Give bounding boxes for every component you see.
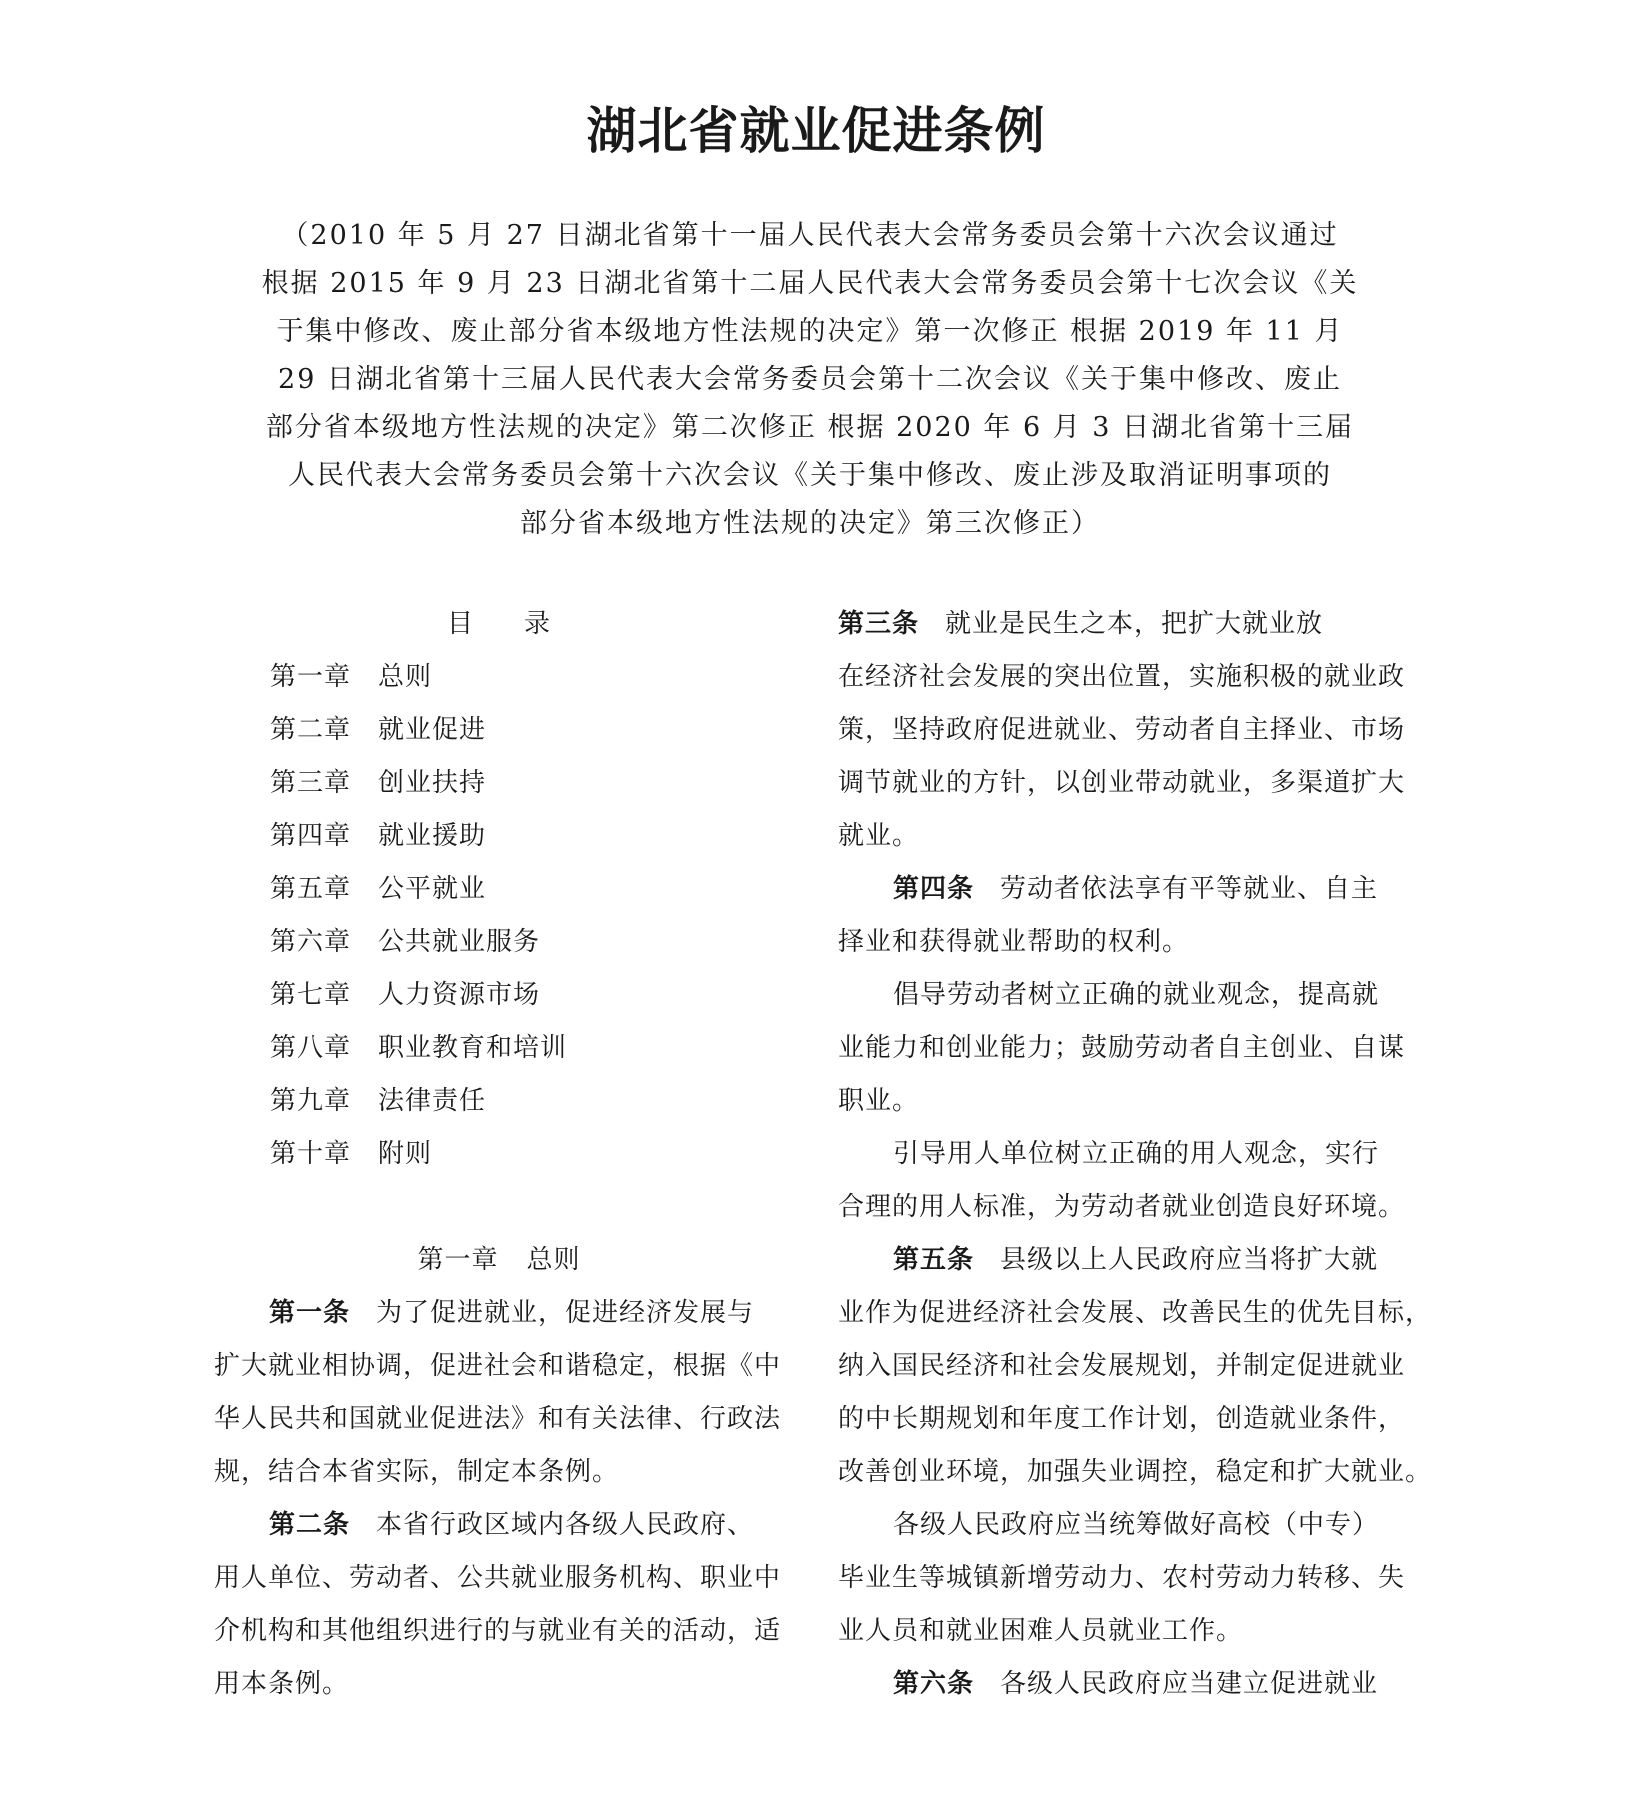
right-column: [838, 598, 1433, 1711]
article-line: 在经济社会发展的突出位置，实施积极的就业政: [838, 662, 1406, 692]
article-label: 第五条: [893, 1245, 975, 1275]
toc-chapter-number: 第四章: [270, 821, 352, 851]
article-line: 扩大就业相协调，促进社会和谐稳定，根据《中: [214, 1351, 782, 1381]
toc-item: [214, 757, 784, 810]
article-line: 用本条例。: [214, 1669, 350, 1699]
article-line: 倡导劳动者树立正确的就业观念，提高就: [893, 980, 1380, 1010]
article-line: 介机构和其他组织进行的与就业有关的活动，适: [214, 1616, 782, 1646]
article-line: 毕业生等城镇新增劳动力、农村劳动力转移、失: [838, 1563, 1406, 1593]
article-line: 改善创业环境，加强失业调控，稳定和扩大就业。: [838, 1457, 1433, 1487]
article-line: 用人单位、劳动者、公共就业服务机构、职业中: [214, 1563, 782, 1593]
article-line: 第二条 本省行政区域内各级人民政府、: [269, 1510, 755, 1540]
toc-chapter-name: 公共就业服务: [378, 927, 541, 957]
toc-chapter-number: 第九章: [270, 1086, 352, 1116]
article-line: 的中长期规划和年度工作计划，创造就业条件，: [838, 1404, 1406, 1434]
article-line: 第四条 劳动者依法享有平等就业、自主: [893, 874, 1379, 904]
toc-item: [214, 1075, 784, 1128]
toc-chapter-number: 第三章: [270, 768, 352, 798]
article-line: 职业。: [838, 1086, 920, 1116]
chapter-heading: 第一章 总则: [417, 1245, 581, 1275]
left-column: [214, 598, 784, 1711]
toc-chapter-name: 附则: [378, 1139, 433, 1169]
article-line: 第一条 为了促进就业，促进经济发展与: [269, 1298, 755, 1328]
enactment-note-line: （2010 年 5 月 27 日湖北省第十一届人民代表大会常务委员会第十六次会议通过: [281, 220, 1339, 251]
article-label: 第四条: [893, 874, 975, 904]
article-line: 纳入国民经济和社会发展规划，并制定促进就业: [838, 1351, 1406, 1381]
toc-chapter-name: 法律责任: [378, 1086, 487, 1116]
toc-item: [214, 651, 784, 704]
enactment-note-line: 于集中修改、废止部分省本级地方性法规的决定》第一次修正 根据 2019 年 11 月: [276, 316, 1344, 347]
toc-chapter-number: 第八章: [270, 1033, 352, 1063]
article-line: 业作为促进经济社会发展、改善民生的优先目标，: [838, 1298, 1433, 1328]
toc-chapter-name: 创业扶持: [378, 768, 487, 798]
enactment-note-line: 29 日湖北省第十三届人民代表大会常务委员会第十二次会议《关于集中修改、废止: [278, 364, 1342, 395]
document-title: 湖北省就业促进条例: [586, 102, 1046, 160]
article-line: 合理的用人标准，为劳动者就业创造良好环境。: [838, 1192, 1406, 1222]
toc-chapter-name: 就业援助: [378, 821, 487, 851]
article-line: 就业。: [838, 821, 920, 851]
article-line: 第三条 就业是民生之本，把扩大就业放: [838, 609, 1324, 639]
toc-item: [214, 704, 784, 757]
article-line: 调节就业的方针，以创业带动就业，多渠道扩大: [838, 768, 1406, 798]
toc-item: [214, 1128, 784, 1181]
toc-chapter-name: 就业促进: [378, 715, 487, 745]
toc-chapter-number: 第六章: [270, 927, 352, 957]
article-line: 引导用人单位树立正确的用人观念，实行: [893, 1139, 1380, 1169]
toc-item: [214, 1022, 784, 1075]
article-label: 第三条: [838, 609, 920, 639]
article-label: 第二条: [269, 1510, 351, 1540]
article-line: 规，结合本省实际，制定本条例。: [214, 1457, 620, 1487]
toc-item: [214, 969, 784, 1022]
article-line: 业人员和就业困难人员就业工作。: [838, 1616, 1244, 1646]
article-line: 业能力和创业能力；鼓励劳动者自主创业、自谋: [838, 1033, 1406, 1063]
toc-heading: 目 录: [446, 609, 552, 639]
toc-chapter-name: 职业教育和培训: [378, 1033, 568, 1063]
toc-chapter-number: 第二章: [270, 715, 352, 745]
article-line: 第五条 县级以上人民政府应当将扩大就: [893, 1245, 1379, 1275]
article-line: 第六条 各级人民政府应当建立促进就业: [893, 1669, 1379, 1699]
article-line: 各级人民政府应当统筹做好高校（中专）: [893, 1510, 1380, 1540]
toc-chapter-number: 第五章: [270, 874, 352, 904]
toc-chapter-number: 第一章: [270, 662, 352, 692]
toc-chapter-name: 公平就业: [378, 874, 487, 904]
toc-item: [214, 916, 784, 969]
toc-chapter-name: 总则: [378, 662, 433, 692]
article-line: 策，坚持政府促进就业、劳动者自主择业、市场: [838, 715, 1406, 745]
article-line: 华人民共和国就业促进法》和有关法律、行政法: [214, 1404, 782, 1434]
enactment-note-line: 人民代表大会常务委员会第十六次会议《关于集中修改、废止涉及取消证明事项的: [288, 460, 1332, 491]
toc-chapter-number: 第七章: [270, 980, 352, 1010]
toc-item: [214, 863, 784, 916]
spacer: [214, 1181, 784, 1234]
toc-item: [214, 810, 784, 863]
toc-chapter-name: 人力资源市场: [378, 980, 541, 1010]
enactment-note-line: 部分省本级地方性法规的决定》第二次修正 根据 2020 年 6 月 3 日湖北省第十三届: [265, 412, 1355, 443]
article-label: 第六条: [893, 1669, 975, 1699]
enactment-note: [220, 212, 1400, 548]
article-line: 择业和获得就业帮助的权利。: [838, 927, 1190, 957]
enactment-note-line: 根据 2015 年 9 月 23 日湖北省第十二届人民代表大会常务委员会第十七次会议《关: [261, 268, 1359, 299]
article-label: 第一条: [269, 1298, 351, 1328]
toc-chapter-number: 第十章: [270, 1139, 352, 1169]
enactment-note-line: 部分省本级地方性法规的决定》第三次修正）: [520, 508, 1100, 539]
